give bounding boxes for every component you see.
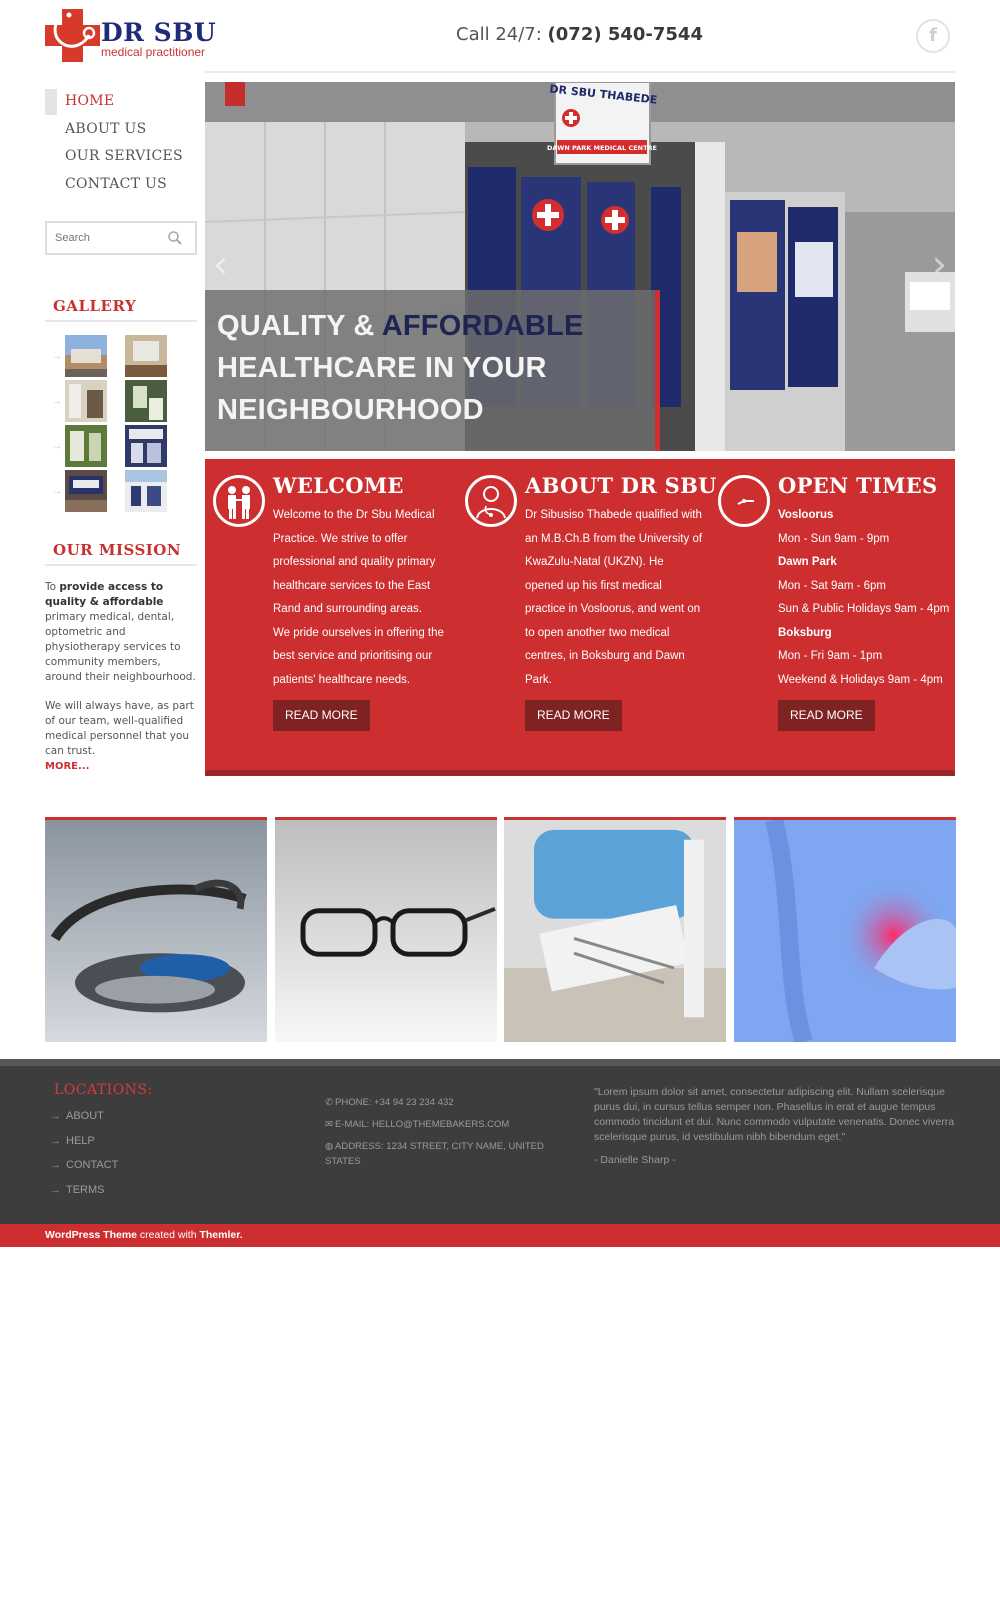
- clock-icon: [718, 475, 770, 527]
- gallery-thumbnail[interactable]: [65, 470, 107, 512]
- mission-paragraph-1: [45, 580, 200, 685]
- doctor-icon: [465, 475, 517, 527]
- search-box: [45, 221, 197, 255]
- hours-boksburg-weekday: Mon - Fri 9am - 1pm: [778, 650, 883, 662]
- sign-doctor-name: DR SBU THABEDE: [548, 82, 658, 107]
- hero-line-1: [217, 310, 584, 343]
- site-footer: [0, 1059, 1000, 1224]
- welcome-title: WELCOME: [273, 473, 404, 498]
- hero-prev-icon[interactable]: ‹: [213, 242, 229, 286]
- arrow-right-icon: →: [50, 1134, 61, 1147]
- footer-testimonial: [594, 1085, 959, 1168]
- gallery-title: GALLERY: [45, 297, 197, 322]
- footer-email[interactable]: E-MAIL: HELLO@THEMEBAKERS.COM: [335, 1119, 510, 1130]
- gallery-row: [45, 470, 197, 512]
- medical-cross-logo-icon: [45, 9, 100, 62]
- nav-item-our-services[interactable]: OUR SERVICES: [65, 148, 183, 164]
- brand-name: DR SBU: [101, 18, 217, 47]
- gallery-arrow: →: [52, 396, 62, 407]
- footer-link-help[interactable]: [50, 1135, 118, 1160]
- open-times-body: [778, 504, 956, 731]
- about-read-more-button[interactable]: READ MORE: [525, 700, 622, 731]
- hours-dawn-park-weekday: Mon - Sat 9am - 6pm: [778, 579, 887, 592]
- welcome-read-more-button[interactable]: READ MORE: [273, 700, 370, 731]
- gallery-thumbnail[interactable]: [125, 380, 167, 422]
- about-paragraph: Dr Sibusiso Thabede qualified with an M.B.Ch.B from the University of KwaZulu-Natal (UKZN). He opened up his first medical practice in Vosloorus, and went on to open another two medical centres, in Boksburg and Dawn Park.: [525, 509, 703, 686]
- eyeglasses-image[interactable]: [275, 817, 497, 1042]
- header-divider: [205, 71, 955, 73]
- mission-more-link[interactable]: MORE...: [45, 761, 90, 772]
- mission-rest: primary medical, dental, optometric and physiotherapy services to community members, around their neighbourhood.: [45, 611, 196, 683]
- testimonial-text: "Lorem ipsum dolor sit amet, consectetur adipiscing elit. Nullam scelerisque purus dui, in cursus tellus semper non. Phasellus in erat et augue tempus commodo tincidunt et dui. Nunc commodo vulputate venenatis. Donec viverra scelerisque purus, id vestibulum nibh bibendum eget.": [594, 1086, 955, 1143]
- location-vosloorus: Vosloorus: [778, 509, 834, 521]
- search-icon[interactable]: [167, 230, 183, 246]
- footer-address: ADDRESS: 1234 STREET, CITY NAME, UNITED STATES: [325, 1141, 544, 1167]
- gallery-thumbnail[interactable]: [125, 335, 167, 377]
- welcome-paragraph-1: Welcome to the Dr Sbu Medical Practice. We strive to offer professional and quality primary healthcare services to the East Rand and surrounding areas.: [273, 509, 436, 615]
- dental-chair-image[interactable]: [504, 817, 726, 1042]
- back-pain-image[interactable]: [734, 817, 956, 1042]
- footer-link-contact[interactable]: [50, 1159, 118, 1184]
- mission-lead: To: [45, 581, 60, 593]
- phone-number[interactable]: (072) 540-7544: [547, 24, 703, 45]
- credit-middle: created with: [137, 1229, 200, 1241]
- arrow-right-icon: →: [50, 1159, 61, 1171]
- globe-icon: ◍: [325, 1141, 334, 1152]
- gallery-row: [45, 335, 197, 377]
- call-line: [456, 24, 703, 45]
- footer-address-row: [325, 1139, 565, 1169]
- welcome-paragraph-2: We pride ourselves in offering the best service and prioritising our patients' healthcare needs.: [273, 626, 444, 686]
- footer-link-about[interactable]: [50, 1110, 118, 1135]
- hours-dawn-park-holiday: Sun & Public Holidays 9am - 4pm: [778, 603, 950, 615]
- hero-caption: [205, 290, 660, 451]
- footer-phone-row: [325, 1095, 565, 1110]
- hero-next-icon[interactable]: ›: [931, 242, 947, 286]
- handshake-people-icon: [213, 475, 265, 527]
- hours-vosloorus: Mon - Sun 9am - 9pm: [778, 532, 890, 545]
- nav-item-contact-us[interactable]: CONTACT US: [65, 175, 168, 192]
- footer-links: [50, 1110, 118, 1208]
- location-dawn-park: Dawn Park: [778, 556, 837, 568]
- gallery-arrow: →: [52, 486, 62, 497]
- gallery-arrow: →: [52, 351, 62, 362]
- mission-emphasis: provide access to quality & affordable: [45, 581, 164, 608]
- nav-item-about-us[interactable]: ABOUT US: [65, 120, 147, 137]
- open-times-title: OPEN TIMES: [778, 473, 938, 498]
- phone-icon: ✆: [325, 1097, 333, 1108]
- hero-slider: [205, 82, 955, 451]
- hero-line-1-accent: AFFORDABLE: [381, 310, 584, 342]
- footer-email-row: [325, 1117, 565, 1132]
- gallery-row: [45, 380, 197, 422]
- footer-link-label: TERMS: [66, 1183, 105, 1196]
- facebook-icon[interactable]: f: [916, 19, 950, 53]
- footer-link-label: ABOUT: [66, 1110, 104, 1122]
- mail-icon: ✉: [325, 1119, 333, 1130]
- brand-tagline: medical practitioner: [101, 45, 206, 59]
- call-prefix: Call 24/7:: [456, 24, 542, 45]
- locations-title: LOCATIONS:: [54, 1082, 153, 1098]
- mission-paragraph-2: We will always have, as part of our team, well-qualified medical personnel that you can trust.: [45, 700, 194, 757]
- credit-text: [45, 1229, 243, 1241]
- open-times-read-more-button[interactable]: READ MORE: [778, 700, 875, 731]
- footer-link-label: HELP: [66, 1134, 95, 1147]
- credit-wordpress-link[interactable]: WordPress Theme: [45, 1229, 138, 1241]
- site-logo[interactable]: [45, 9, 217, 64]
- nav-item-home[interactable]: HOME: [45, 88, 197, 116]
- arrow-right-icon: →: [50, 1110, 61, 1122]
- stethoscope-image[interactable]: [45, 817, 267, 1042]
- about-body: [525, 504, 703, 731]
- search-input[interactable]: [47, 223, 159, 253]
- hero-line-2: HEALTHCARE IN YOUR: [217, 352, 547, 384]
- footer-contact: [325, 1095, 565, 1176]
- arrow-right-icon: →: [50, 1183, 61, 1196]
- hero-line-1-start: QUALITY &: [217, 310, 382, 342]
- mission-text: [45, 580, 200, 774]
- footer-link-label: CONTACT: [66, 1159, 119, 1171]
- hero-line-3: NEIGHBOURHOOD: [217, 394, 484, 426]
- testimonial-author: - Danielle Sharp -: [594, 1154, 676, 1166]
- mission-title: OUR MISSION: [45, 541, 197, 566]
- gallery-thumbnail[interactable]: [125, 425, 167, 467]
- gallery-row: [45, 425, 197, 467]
- gallery-thumbnail[interactable]: [65, 425, 107, 467]
- location-boksburg: Boksburg: [778, 626, 832, 639]
- footer-phone: PHONE: +34 94 23 234 432: [335, 1097, 454, 1108]
- info-band: [205, 459, 955, 776]
- gallery-arrow: →: [52, 441, 62, 452]
- about-title: ABOUT DR SBU: [525, 473, 717, 498]
- sign-centre-name: DAWN PARK MEDICAL CENTRE: [547, 144, 657, 152]
- gallery-thumbnail[interactable]: [125, 470, 167, 512]
- main-nav: [45, 88, 197, 198]
- credit-bar: [0, 1224, 1000, 1247]
- credit-themler-link[interactable]: Themler.: [199, 1229, 243, 1241]
- gallery-thumbnail[interactable]: [65, 335, 107, 377]
- welcome-body: [273, 504, 451, 731]
- footer-link-terms[interactable]: [50, 1184, 118, 1209]
- gallery-thumbnail[interactable]: [65, 380, 107, 422]
- hours-boksburg-weekend: Weekend & Holidays 9am - 4pm: [778, 673, 943, 686]
